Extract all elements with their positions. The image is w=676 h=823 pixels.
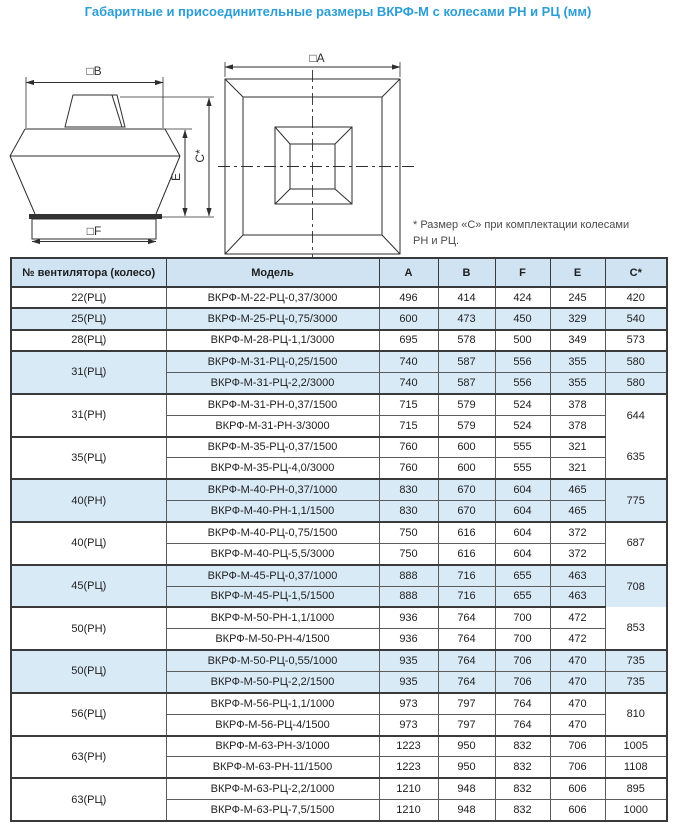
dim-b-cell: 616 (438, 522, 495, 543)
dim-f-cell: 556 (495, 372, 550, 393)
dim-e-cell: 606 (550, 800, 605, 821)
dim-f-cell: 655 (495, 565, 550, 586)
header-c: C* (605, 258, 667, 287)
dim-b-cell: 948 (438, 800, 495, 821)
model-cell: ВКРФ-М-40-РН-0,37/1000 (166, 479, 379, 500)
table-row (11, 778, 667, 799)
dim-c-cell: 895 (605, 778, 667, 799)
model-cell: ВКРФ-М-35-РЦ-0,37/1500 (166, 437, 379, 458)
dim-c-merged-cell: 810 (605, 693, 667, 736)
dim-f-cell: 700 (495, 629, 550, 650)
dim-b-cell: 670 (438, 501, 495, 522)
footnote (413, 218, 663, 250)
table-row (11, 693, 667, 714)
dim-c-cell: 1000 (605, 800, 667, 821)
model-cell: ВКРФ-М-50-РЦ-2,2/1500 (166, 671, 379, 692)
fan-group-cell: 63(РЦ) (11, 778, 166, 821)
dim-f-cell: 524 (495, 394, 550, 415)
dim-b-cell: 600 (438, 437, 495, 458)
dim-f-cell: 700 (495, 607, 550, 628)
dim-b-cell: 716 (438, 565, 495, 586)
model-cell: ВКРФ-М-45-РЦ-0,37/1000 (166, 565, 379, 586)
dim-f-cell: 832 (495, 757, 550, 778)
dim-c-merged-cell: 687 (605, 522, 667, 565)
fan-group-cell: 45(РЦ) (11, 565, 166, 608)
dim-f-cell: 604 (495, 501, 550, 522)
dim-a-cell: 935 (379, 650, 438, 671)
dim-b-cell: 578 (438, 330, 495, 351)
dim-b-cell: 764 (438, 650, 495, 671)
dim-f-cell: 706 (495, 650, 550, 671)
fan-group-cell: 22(РЦ) (11, 287, 166, 308)
header-b: B (438, 258, 495, 287)
dim-a-cell: 695 (379, 330, 438, 351)
dim-e-cell: 706 (550, 757, 605, 778)
table-row (11, 479, 667, 500)
dim-b-cell: 716 (438, 586, 495, 607)
dim-b-cell: 764 (438, 629, 495, 650)
header-model: Модель (166, 258, 379, 287)
dim-f-cell: 706 (495, 671, 550, 692)
model-cell: ВКРФ-М-40-РЦ-0,75/1500 (166, 522, 379, 543)
dim-e-cell: 378 (550, 394, 605, 415)
fan-top-view-drawing (218, 50, 418, 265)
fan-group-cell: 35(РЦ) (11, 437, 166, 480)
dim-b-cell: 414 (438, 287, 495, 308)
dim-f-cell: 555 (495, 458, 550, 479)
dim-f-cell: 764 (495, 714, 550, 735)
dim-e-cell: 463 (550, 565, 605, 586)
dim-b-cell: 473 (438, 308, 495, 329)
table-row (11, 351, 667, 372)
model-cell: ВКРФ-М-31-РЦ-2,2/3000 (166, 372, 379, 393)
dim-b-cell: 587 (438, 372, 495, 393)
dim-label-f: □F (86, 224, 102, 238)
dim-b-cell: 600 (438, 458, 495, 479)
dim-a-cell: 740 (379, 372, 438, 393)
dim-f-cell: 556 (495, 351, 550, 372)
dim-c-cell: 1108 (605, 757, 667, 778)
dim-b-cell: 950 (438, 757, 495, 778)
dim-b-cell: 670 (438, 479, 495, 500)
page-title: Габаритные и присоединительные размеры ВКРФ-М с колесами РН и РЦ (мм) (84, 4, 592, 19)
dim-f-cell: 604 (495, 479, 550, 500)
dim-a-cell: 936 (379, 629, 438, 650)
dimension-drawings (0, 22, 676, 252)
dim-a-cell: 750 (379, 522, 438, 543)
fan-group-cell: 40(РН) (11, 479, 166, 522)
header-e: E (550, 258, 605, 287)
dim-label-e: E (169, 172, 183, 182)
dim-c-merged-cell: 635 (605, 437, 667, 480)
table-row (11, 607, 667, 628)
dim-c-cell: 735 (605, 671, 667, 692)
dim-c-merged-cell: 644 (605, 394, 667, 437)
model-cell: ВКРФ-М-35-РЦ-4,0/3000 (166, 458, 379, 479)
dim-f-cell: 424 (495, 287, 550, 308)
fan-group-cell: 56(РЦ) (11, 693, 166, 736)
table-header-row (11, 258, 667, 287)
footnote-line1: * Размер «С» при комплектации колесами (413, 219, 630, 231)
dim-b-cell: 950 (438, 736, 495, 757)
dim-a-cell: 750 (379, 543, 438, 564)
model-cell: ВКРФ-М-40-РЦ-5,5/3000 (166, 543, 379, 564)
dim-c-merged-cell: 853 (605, 607, 667, 650)
dim-e-cell: 706 (550, 736, 605, 757)
dim-label-c: C* (193, 149, 207, 163)
dim-a-cell: 740 (379, 351, 438, 372)
dim-f-cell: 500 (495, 330, 550, 351)
header-fan-number: № вентилятора (колесо) (11, 258, 166, 287)
dim-e-cell: 355 (550, 351, 605, 372)
dim-e-cell: 372 (550, 543, 605, 564)
dim-e-cell: 606 (550, 778, 605, 799)
dim-f-cell: 655 (495, 586, 550, 607)
dim-e-cell: 378 (550, 415, 605, 436)
dim-a-cell: 600 (379, 308, 438, 329)
dim-b-cell: 948 (438, 778, 495, 799)
model-cell: ВКРФ-М-50-РЦ-0,55/1000 (166, 650, 379, 671)
dim-a-cell: 973 (379, 714, 438, 735)
model-cell: ВКРФ-М-63-РН-3/1000 (166, 736, 379, 757)
dim-c-cell: 580 (605, 351, 667, 372)
dim-b-cell: 616 (438, 543, 495, 564)
model-cell: ВКРФ-М-56-РЦ-4/1500 (166, 714, 379, 735)
dim-c-cell: 420 (605, 287, 667, 308)
dim-f-cell: 604 (495, 522, 550, 543)
dim-a-cell: 1223 (379, 757, 438, 778)
dim-e-cell: 321 (550, 458, 605, 479)
dim-a-cell: 1210 (379, 778, 438, 799)
dim-e-cell: 245 (550, 287, 605, 308)
table-row (11, 394, 667, 415)
model-cell: ВКРФ-М-31-РН-3/3000 (166, 415, 379, 436)
dim-f-cell: 450 (495, 308, 550, 329)
dim-e-cell: 321 (550, 437, 605, 458)
model-cell: ВКРФ-М-50-РН-4/1500 (166, 629, 379, 650)
dim-f-cell: 832 (495, 736, 550, 757)
fan-group-cell: 50(РЦ) (11, 650, 166, 693)
fan-group-cell: 40(РЦ) (11, 522, 166, 565)
fan-group-cell: 31(РН) (11, 394, 166, 437)
model-cell: ВКРФ-М-40-РН-1,1/1500 (166, 501, 379, 522)
dim-e-cell: 349 (550, 330, 605, 351)
dim-e-cell: 463 (550, 586, 605, 607)
fan-group-cell: 25(РЦ) (11, 308, 166, 329)
dim-c-cell: 540 (605, 308, 667, 329)
dim-c-cell: 573 (605, 330, 667, 351)
model-cell: ВКРФ-М-50-РН-1,1/1000 (166, 607, 379, 628)
fan-group-cell: 63(РН) (11, 736, 166, 779)
dim-a-cell: 830 (379, 501, 438, 522)
fan-group-cell: 50(РН) (11, 607, 166, 650)
dim-f-cell: 832 (495, 800, 550, 821)
dim-e-cell: 329 (550, 308, 605, 329)
model-cell: ВКРФ-М-22-РЦ-0,37/3000 (166, 287, 379, 308)
dim-c-cell: 735 (605, 650, 667, 671)
dim-a-cell: 888 (379, 565, 438, 586)
model-cell: ВКРФ-М-63-РЦ-7,5/1500 (166, 800, 379, 821)
dim-e-cell: 470 (550, 671, 605, 692)
dim-e-cell: 470 (550, 650, 605, 671)
table-row (11, 330, 667, 351)
model-cell: ВКРФ-М-56-РЦ-1,1/1000 (166, 693, 379, 714)
model-cell: ВКРФ-М-28-РЦ-1,1/3000 (166, 330, 379, 351)
dim-e-cell: 465 (550, 501, 605, 522)
header-a: A (379, 258, 438, 287)
fan-group-cell: 28(РЦ) (11, 330, 166, 351)
dim-label-a: □A (309, 51, 325, 65)
dim-f-cell: 524 (495, 415, 550, 436)
dim-e-cell: 372 (550, 522, 605, 543)
model-cell: ВКРФ-М-63-РН-11/1500 (166, 757, 379, 778)
dim-a-cell: 935 (379, 671, 438, 692)
dimensions-table (10, 257, 668, 822)
dim-e-cell: 470 (550, 714, 605, 735)
table-row (11, 522, 667, 543)
dim-label-b: □B (86, 64, 102, 78)
dim-b-cell: 797 (438, 693, 495, 714)
dim-a-cell: 760 (379, 437, 438, 458)
dim-a-cell: 830 (379, 479, 438, 500)
dim-c-merged-cell: 708 (605, 565, 667, 608)
dim-a-cell: 715 (379, 415, 438, 436)
fan-side-view-drawing (5, 57, 220, 252)
table-row (11, 437, 667, 458)
dim-a-cell: 1223 (379, 736, 438, 757)
dim-a-cell: 973 (379, 693, 438, 714)
model-cell: ВКРФ-М-63-РЦ-2,2/1000 (166, 778, 379, 799)
table-row (11, 565, 667, 586)
table-row (11, 308, 667, 329)
dim-a-cell: 1210 (379, 800, 438, 821)
dim-c-merged-cell: 775 (605, 479, 667, 522)
dim-b-cell: 764 (438, 607, 495, 628)
model-cell: ВКРФ-М-25-РЦ-0,75/3000 (166, 308, 379, 329)
footnote-line2: РН и РЦ. (413, 234, 460, 247)
dim-e-cell: 465 (550, 479, 605, 500)
dim-b-cell: 587 (438, 351, 495, 372)
fan-group-cell: 31(РЦ) (11, 351, 166, 394)
dim-c-cell: 1005 (605, 736, 667, 757)
dim-a-cell: 496 (379, 287, 438, 308)
dim-a-cell: 715 (379, 394, 438, 415)
dim-b-cell: 797 (438, 714, 495, 735)
dim-e-cell: 472 (550, 607, 605, 628)
dim-f-cell: 555 (495, 437, 550, 458)
model-cell: ВКРФ-М-31-РЦ-0,25/1500 (166, 351, 379, 372)
dim-a-cell: 936 (379, 607, 438, 628)
dim-e-cell: 470 (550, 693, 605, 714)
dim-b-cell: 579 (438, 394, 495, 415)
dim-b-cell: 579 (438, 415, 495, 436)
dim-c-cell: 580 (605, 372, 667, 393)
dim-f-cell: 764 (495, 693, 550, 714)
table-row (11, 287, 667, 308)
model-cell: ВКРФ-М-45-РЦ-1,5/1500 (166, 586, 379, 607)
dim-a-cell: 760 (379, 458, 438, 479)
dim-e-cell: 355 (550, 372, 605, 393)
header-f: F (495, 258, 550, 287)
table-body (11, 287, 667, 821)
dim-a-cell: 888 (379, 586, 438, 607)
table-row (11, 650, 667, 671)
dim-f-cell: 604 (495, 543, 550, 564)
dim-b-cell: 764 (438, 671, 495, 692)
base-flange (29, 214, 162, 219)
model-cell: ВКРФ-М-31-РН-0,37/1500 (166, 394, 379, 415)
table-row (11, 736, 667, 757)
dim-e-cell: 472 (550, 629, 605, 650)
dim-f-cell: 832 (495, 778, 550, 799)
